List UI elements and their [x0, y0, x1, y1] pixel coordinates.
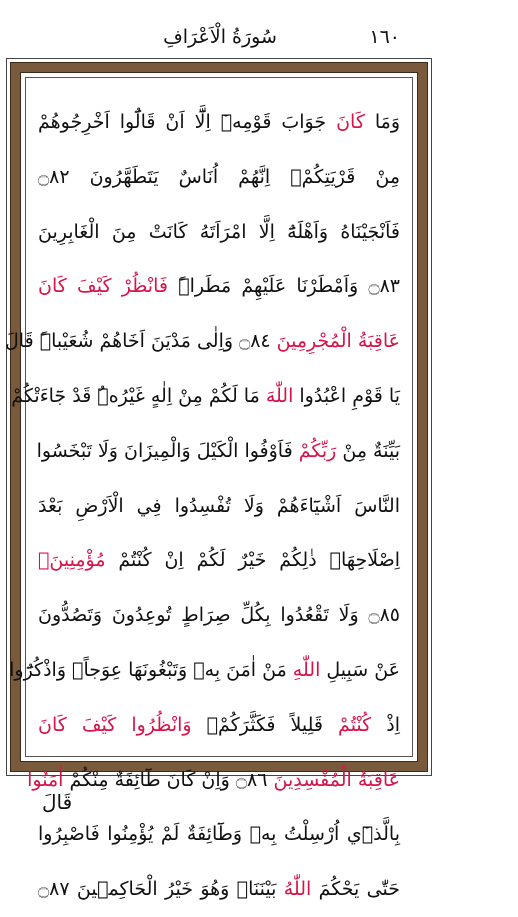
text-line: [38, 150, 400, 205]
text-segment: فَاَنْجَيْنَاهُ وَاَهْلَهُٓ اِلَّا امْرَاَتَهُ كَانَتْ مِنَ الْغَابِرِينَ: [38, 220, 400, 243]
text-segment: اِصْلَاحِهَاۜ ذٰلِكُمْ خَيْرٌ لَكُمْ اِنْ كُنْتُمْ: [105, 549, 400, 572]
text-line: [38, 862, 400, 917]
text-segment: مَا لَكُمْ مِنْ اِلٰهٍ غَيْرُهُۜ قَدْ جَٓاءَتْكُمْ: [11, 384, 266, 407]
text-line: [11, 369, 400, 424]
highlighted-word: فَانْظُرْ كَيْفَ كَانَ: [38, 275, 168, 298]
text-segment: ۝٨٥ وَلَا تَقْعُدُوا بِكُلِّ صِرَاطٍ تُوعِدُونَ وَتَصُدُّونَ: [38, 604, 400, 627]
page-number: ١٦٠: [369, 26, 400, 48]
text-segment: بَيْنَنَاۚ وَهُوَ خَيْرُ الْحَاكِم۪ينَ ۝٨٧: [38, 878, 284, 901]
highlighted-word: وَانْظُرُوا كَيْفَ كَانَ: [38, 713, 192, 736]
text-line: [9, 643, 400, 698]
text-line: [38, 259, 400, 314]
text-segment: فَاَوْفُوا الْكَيْلَ وَالْمِيزَانَ وَلَا تَبْخَسُوا: [36, 439, 299, 462]
text-line: [38, 698, 400, 753]
text-segment: يَا قَوْمِ اعْبُدُوا: [293, 384, 400, 407]
text-segment: قَلِيلاً فَكَثَّرَكُمْۖ: [191, 713, 339, 736]
catchword: قَالَ: [42, 790, 73, 814]
text-segment: وَمَا: [364, 111, 400, 133]
text-segment: مَنْ اٰمَنَ بِهٖ وَتَبْغُونَهَا عِوَجاًۚ وَاذْكُرُٓوا: [9, 658, 293, 681]
text-segment: بِالَّذ۪ٓي اُرْسِلْتُ بِهٖ وَطَٓائِفَةٌ لَمْ يُؤْمِنُوا فَاصْبِرُوا: [38, 823, 400, 846]
text-segment: ۝٨٤ وَاِلٰى مَدْيَنَ اَخَاهُمْ شُعَيْباًۜ قَالَ: [4, 330, 277, 353]
text-line: [38, 424, 400, 479]
text-line: [38, 807, 400, 862]
text-segment: النَّاسَ اَشْيَٓاءَهُمْ وَلَا تُفْسِدُوا فِي الْاَرْضِ بَعْدَ: [38, 494, 400, 517]
highlighted-word: عَاقِبَةُ الْمُفْسِدِينَ: [273, 768, 400, 791]
highlighted-word: رَبِّكُمْ: [298, 439, 337, 462]
text-line: [38, 95, 400, 150]
text-line: [38, 588, 400, 643]
text-segment: بَيِّنَةٌ مِنْ: [336, 439, 400, 462]
highlighted-word: اٰمَنُوا: [27, 768, 64, 791]
surah-title: سُورَةُ الْاَعْرَافِ: [163, 26, 277, 48]
highlighted-word: كُنْتُمْ: [338, 713, 372, 736]
text-segment: عَنْ سَبِيلِ: [320, 658, 400, 681]
highlighted-word: اللّٰهَ: [265, 384, 294, 407]
text-segment: مِنْ قَرْيَتِكُمْۚ اِنَّهُمْ اُنَاسٌ يَتَطَهَّرُونَ ۝٨٢: [38, 165, 400, 188]
text-segment: ۝٨٣ وَاَمْطَرْنَا عَلَيْهِمْ مَطَراًۜ: [167, 275, 400, 298]
text-line: [38, 479, 400, 534]
highlighted-word: مُؤْمِنِينَۚ: [38, 549, 106, 572]
highlighted-word: اللّٰهِ: [292, 658, 321, 681]
text-segment: حَتّٰى يَحْكُمَ: [311, 878, 400, 901]
highlighted-word: عَاقِبَةُ الْمُجْرِمِينَ: [276, 330, 400, 353]
text-segment: ۝٨٦ وَاِنْ كَانَ طَٓائِفَةٌ مِنْكُمْ: [63, 768, 274, 791]
highlighted-word: كَانَ: [336, 111, 365, 133]
text-segment: جَوَابَ قَوْمِهٖٓ اِلَّٓا اَنْ قَالُٓوا اَخْرِجُوهُمْ: [38, 111, 337, 133]
text-segment: اِذْ: [371, 713, 400, 736]
text-line: [38, 533, 400, 588]
verse-lines: [4, 95, 400, 917]
text-line: [4, 314, 400, 369]
page-header: [0, 22, 518, 62]
text-line: [27, 753, 400, 808]
text-line: [38, 205, 400, 260]
highlighted-word: اللّٰهُ: [283, 878, 312, 901]
